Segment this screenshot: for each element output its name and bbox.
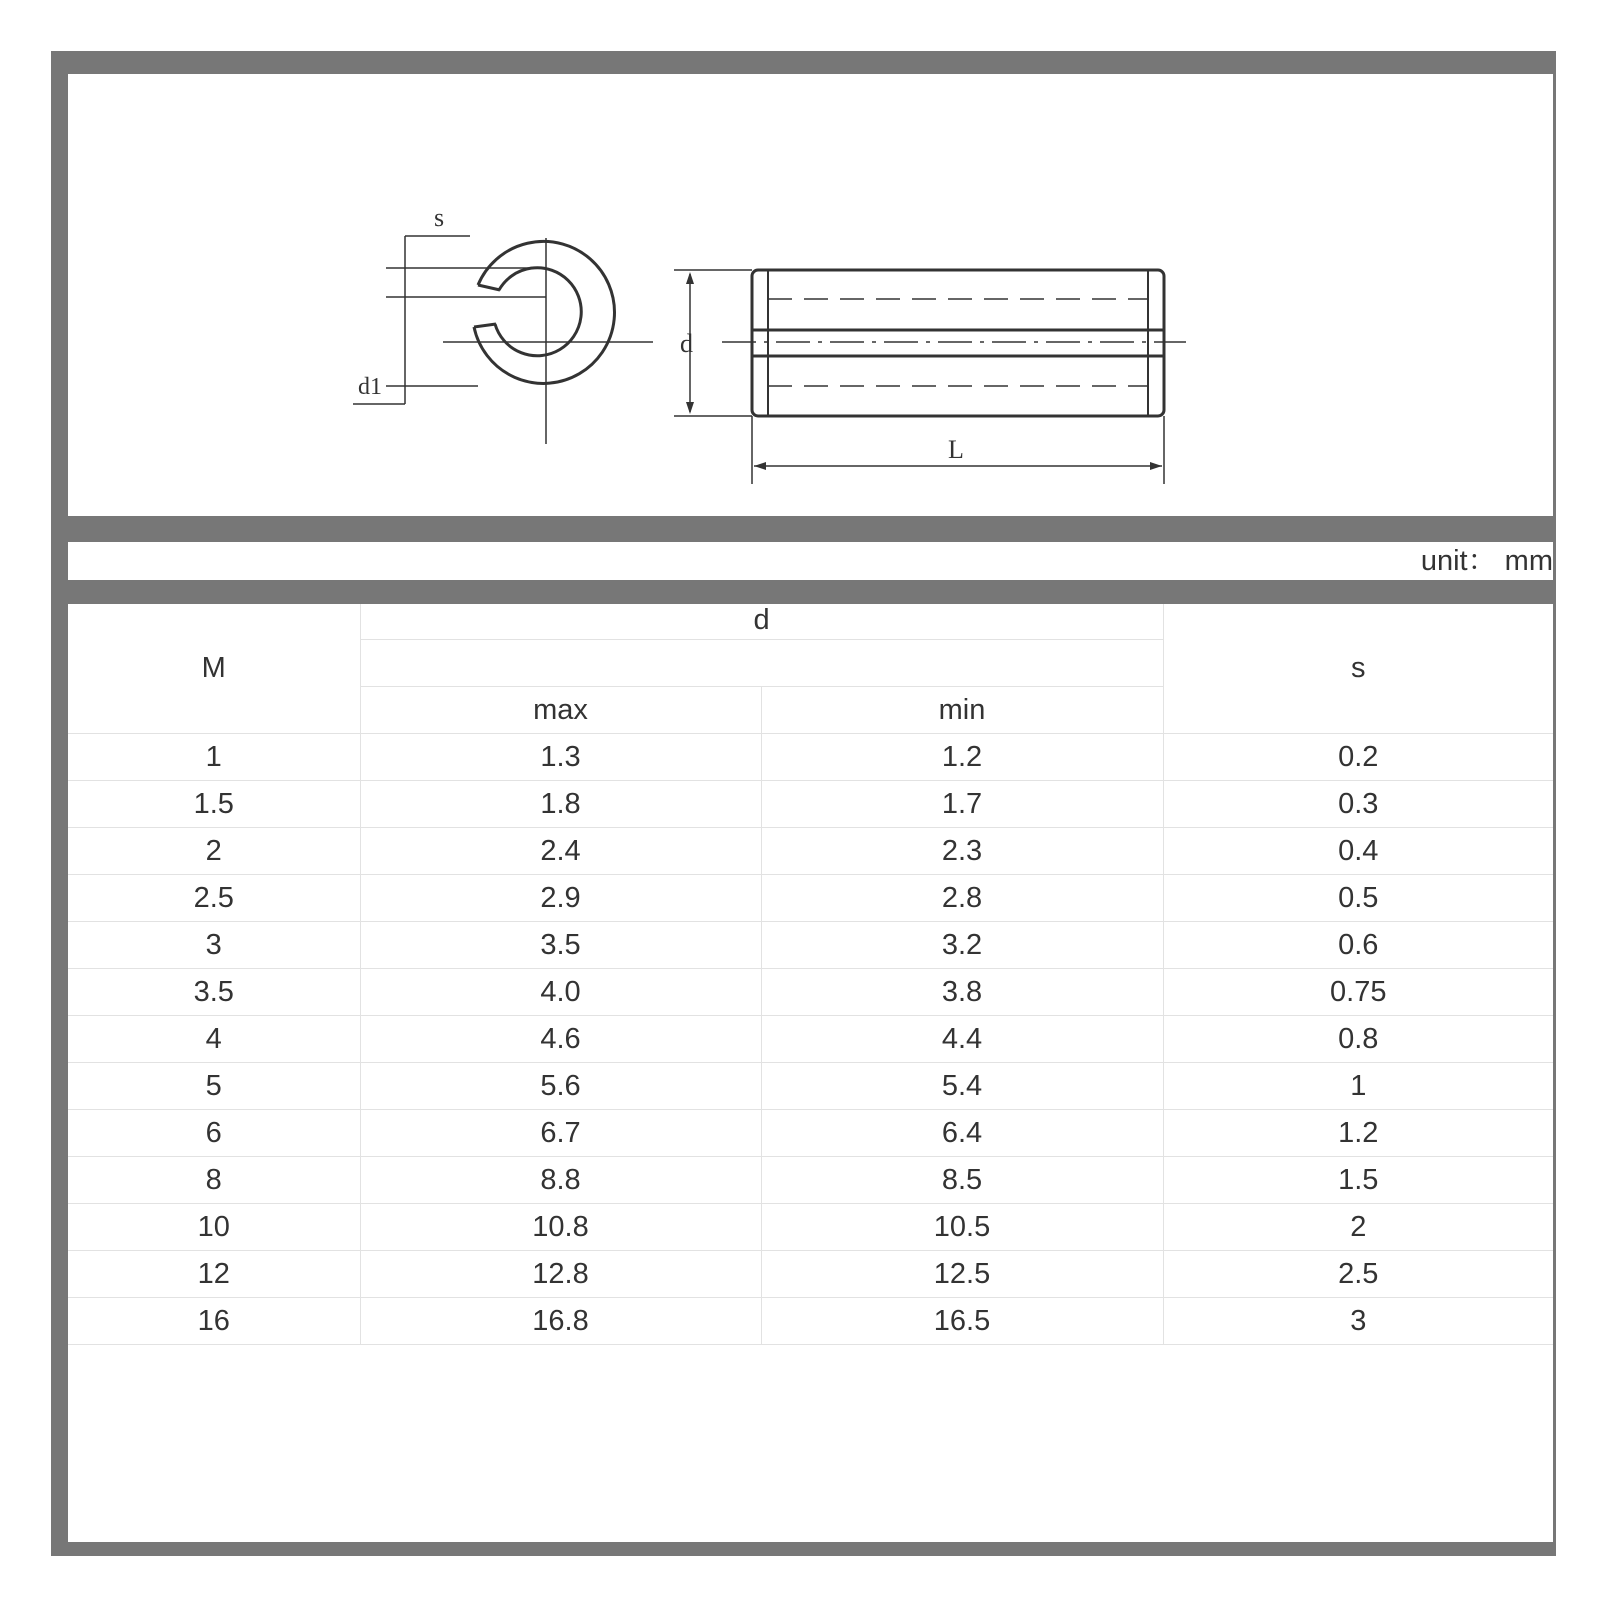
table-row — [68, 1298, 1553, 1345]
cell-s: 0.3 — [1163, 781, 1553, 828]
table-row — [68, 1204, 1553, 1251]
cell-s: 0.75 — [1163, 969, 1553, 1016]
header-m: M — [68, 604, 360, 734]
label-s: s — [434, 203, 445, 232]
cell-max: 16.8 — [360, 1298, 761, 1345]
cell-s: 1.2 — [1163, 1110, 1553, 1157]
cell-m: 5 — [68, 1063, 360, 1110]
cell-min: 2.3 — [761, 828, 1163, 875]
cell-max: 1.3 — [360, 734, 761, 781]
cell-m: 3 — [68, 922, 360, 969]
cell-min: 6.4 — [761, 1110, 1163, 1157]
cell-min: 16.5 — [761, 1298, 1163, 1345]
table-row — [68, 734, 1553, 781]
table-row — [68, 1157, 1553, 1204]
dimension-table-panel — [68, 604, 1553, 1542]
cell-s: 0.2 — [1163, 734, 1553, 781]
cell-m: 12 — [68, 1251, 360, 1298]
cell-s: 0.6 — [1163, 922, 1553, 969]
cell-max: 2.9 — [360, 875, 761, 922]
table-row — [68, 1016, 1553, 1063]
label-d: d — [680, 329, 693, 358]
cell-max: 6.7 — [360, 1110, 761, 1157]
cell-min: 8.5 — [761, 1157, 1163, 1204]
cell-max: 5.6 — [360, 1063, 761, 1110]
table-row — [68, 828, 1553, 875]
table-row — [68, 875, 1553, 922]
header-max: max — [360, 687, 761, 734]
cell-m: 3.5 — [68, 969, 360, 1016]
cell-s: 2.5 — [1163, 1251, 1553, 1298]
cell-min: 1.7 — [761, 781, 1163, 828]
cell-max: 10.8 — [360, 1204, 761, 1251]
cell-m: 2 — [68, 828, 360, 875]
cell-max: 12.8 — [360, 1251, 761, 1298]
cell-s: 0.8 — [1163, 1016, 1553, 1063]
table-row — [68, 969, 1553, 1016]
label-d1: d1 — [358, 374, 382, 400]
cell-s: 1 — [1163, 1063, 1553, 1110]
cell-max: 1.8 — [360, 781, 761, 828]
cell-min: 10.5 — [761, 1204, 1163, 1251]
table-row — [68, 781, 1553, 828]
cell-min: 3.8 — [761, 969, 1163, 1016]
spring-pin-drawing — [68, 74, 1553, 516]
table-row — [68, 1251, 1553, 1298]
side-view — [674, 270, 1186, 484]
cell-min: 1.2 — [761, 734, 1163, 781]
unit-panel — [68, 542, 1553, 580]
end-view — [353, 236, 653, 444]
cell-max: 8.8 — [360, 1157, 761, 1204]
cell-max: 2.4 — [360, 828, 761, 875]
cell-s: 1.5 — [1163, 1157, 1553, 1204]
unit-label: unit： mm — [1420, 545, 1553, 577]
cell-s: 0.5 — [1163, 875, 1553, 922]
cell-min: 3.2 — [761, 922, 1163, 969]
cell-m: 10 — [68, 1204, 360, 1251]
label-L: L — [948, 435, 964, 464]
cell-max: 3.5 — [360, 922, 761, 969]
cell-m: 6 — [68, 1110, 360, 1157]
cell-min: 2.8 — [761, 875, 1163, 922]
cell-m: 1 — [68, 734, 360, 781]
table-row — [68, 1110, 1553, 1157]
table-row — [68, 922, 1553, 969]
table-row — [68, 1063, 1553, 1110]
cell-m: 4 — [68, 1016, 360, 1063]
technical-drawing-panel — [68, 74, 1553, 516]
cell-m: 2.5 — [68, 875, 360, 922]
cell-s: 0.4 — [1163, 828, 1553, 875]
cell-min: 5.4 — [761, 1063, 1163, 1110]
cell-max: 4.0 — [360, 969, 761, 1016]
cell-m: 1.5 — [68, 781, 360, 828]
cell-min: 12.5 — [761, 1251, 1163, 1298]
cell-s: 2 — [1163, 1204, 1553, 1251]
header-d: d — [360, 604, 1163, 640]
header-spacer — [360, 640, 1163, 687]
dimension-table — [68, 604, 1553, 1345]
cell-m: 8 — [68, 1157, 360, 1204]
cell-m: 16 — [68, 1298, 360, 1345]
header-s: s — [1163, 604, 1553, 734]
cell-max: 4.6 — [360, 1016, 761, 1063]
cell-min: 4.4 — [761, 1016, 1163, 1063]
header-min: min — [761, 687, 1163, 734]
cell-s: 3 — [1163, 1298, 1553, 1345]
